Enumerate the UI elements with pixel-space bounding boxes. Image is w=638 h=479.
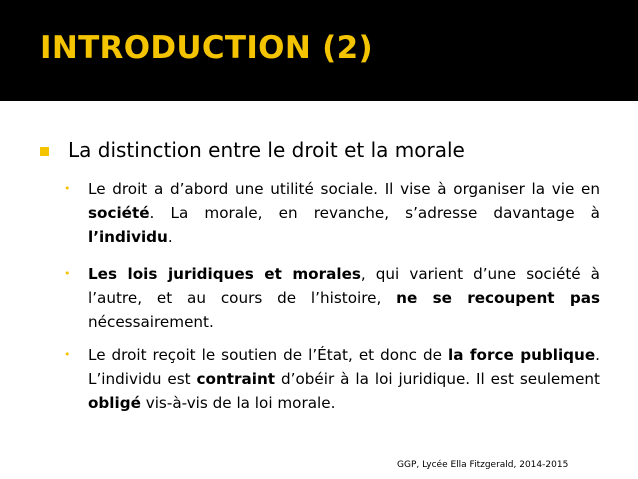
sub-bullet-2 [88, 262, 600, 334]
sub-bullet-text-part: Le droit a d’abord une utilité sociale. Il vise à organiser la vie en [88, 180, 600, 198]
sub-bullet-text-part: nécessairement. [88, 313, 214, 331]
slide-title: INTRODUCTION (2) [40, 30, 373, 66]
sub-bullet-1 [88, 177, 600, 249]
bullet-dot-icon: • [64, 267, 71, 280]
sub-bullet-text-part: obligé [88, 394, 141, 412]
sub-bullet-text-part: Les lois juridiques et morales [88, 265, 361, 283]
sub-bullet-text-part: . La morale, en revanche, s’adresse davantage à [149, 204, 600, 222]
footer-credit: GGP, Lycée Ella Fitzgerald, 2014-2015 [397, 460, 569, 470]
sub-bullet-text-part: , qui varient d’une société à l’autre, et au cours de l’histoire, [88, 265, 600, 307]
main-bullet-text: La distinction entre le droit et la morale [68, 138, 465, 162]
bullet-dot-icon: • [64, 348, 71, 361]
sub-bullet-text-part: . [167, 228, 173, 246]
sub-bullet-text-part: la force publique [448, 346, 596, 364]
bullet-dot-icon: • [64, 182, 71, 195]
sub-bullet-3 [88, 343, 600, 415]
sub-bullet-text-part: contraint [196, 370, 276, 388]
sub-bullet-text-part: d’obéir à la loi juridique. Il est seulement [275, 370, 600, 388]
square-bullet-icon [40, 147, 49, 156]
sub-bullet-text-part: vis-à-vis de la loi morale. [140, 394, 336, 412]
sub-bullet-text-part: l’individu [88, 228, 168, 246]
sub-bullet-text-part: Le droit reçoit le soutien de l’État, et donc de [88, 346, 448, 364]
sub-bullet-text-part: société [88, 204, 150, 222]
sub-bullet-text-part: ne se recoupent pas [396, 289, 600, 307]
sub-bullet-text-part: . L’individu est [88, 346, 600, 388]
